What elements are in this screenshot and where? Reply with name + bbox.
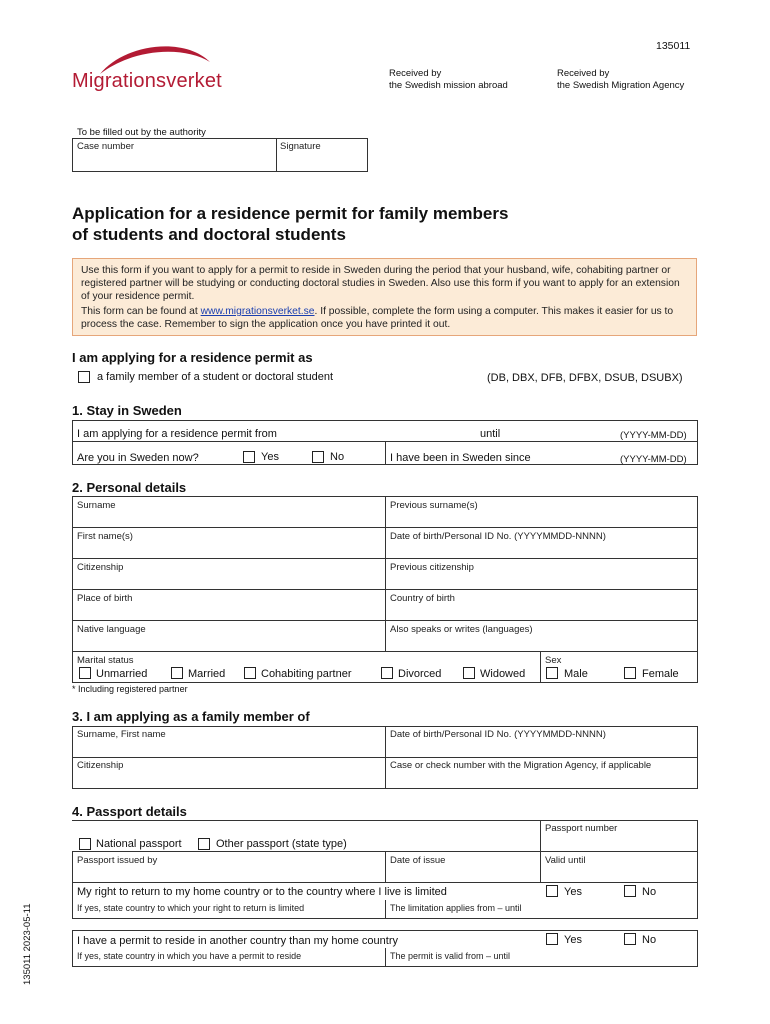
native-language-label: Native language xyxy=(77,624,146,635)
passport-number-field[interactable] xyxy=(544,834,694,848)
permit-codes: (DB, DBX, DFB, DFBX, DSUB, DSUBX) xyxy=(487,372,683,384)
return-country-label: If yes, state country to which your right to return is limited xyxy=(77,903,305,913)
unmarried-label: Unmarried xyxy=(96,668,148,680)
family-dob-field[interactable] xyxy=(389,740,694,754)
divorced-checkbox[interactable] xyxy=(381,667,393,679)
side-form-code: 135011 2023-05-11 xyxy=(22,903,33,985)
country-birth-label: Country of birth xyxy=(390,593,455,604)
info-box xyxy=(72,258,697,336)
family-case-label: Case or check number with the Migration Agency, if applicable xyxy=(390,760,652,771)
applying-heading: I am applying for a residence permit as xyxy=(72,350,313,365)
place-birth-field[interactable] xyxy=(76,604,381,618)
married-label: Married xyxy=(188,668,226,680)
surname-label: Surname xyxy=(77,500,116,511)
also-speaks-label: Also speaks or writes (languages) xyxy=(390,624,533,635)
other-passport-label: Other passport (state type) xyxy=(216,838,347,850)
national-passport-checkbox[interactable] xyxy=(79,838,91,850)
info-paragraph-2: This form can be found at www.migrationsverket.se. If possible, complete the form using a computer. This makes it easier for us to process the case. Remember to sign the application once you have printed it out. xyxy=(81,306,674,330)
case-number-label: Case number xyxy=(77,141,135,152)
permit-valid-label: The permit is valid from – until xyxy=(390,951,511,961)
received-agency-label-2: the Swedish Migration Agency xyxy=(557,80,685,91)
family-citizenship-label: Citizenship xyxy=(77,760,124,771)
first-names-field[interactable] xyxy=(76,542,381,556)
prev-citizenship-field[interactable] xyxy=(389,573,694,587)
in-sweden-label: Are you in Sweden now? xyxy=(77,452,199,464)
footnote: * Including registered partner xyxy=(72,684,188,694)
also-speaks-field[interactable] xyxy=(389,635,694,649)
cohabiting-label: Cohabiting partner xyxy=(261,668,352,680)
passport-number-label: Passport number xyxy=(545,823,618,834)
return-yes-checkbox[interactable] xyxy=(546,885,558,897)
received-mission-label-1: Received by xyxy=(389,68,442,79)
surname-field[interactable] xyxy=(76,511,381,525)
website-link[interactable]: www.migrationsverket.se xyxy=(200,306,315,317)
return-question: My right to return to my home country or to the country where I live is limited xyxy=(77,886,447,898)
place-birth-label: Place of birth xyxy=(77,593,133,604)
form-number: 135011 xyxy=(656,40,691,52)
native-language-field[interactable] xyxy=(76,635,381,649)
date-format-1: (YYYY-MM-DD) xyxy=(620,430,687,441)
in-sweden-no-checkbox[interactable] xyxy=(312,451,324,463)
family-dob-label: Date of birth/Personal ID No. (YYYYMMDD-NNNN) xyxy=(390,729,606,740)
applying-from-label: I am applying for a residence permit from xyxy=(77,428,277,440)
prev-surname-field[interactable] xyxy=(389,511,694,525)
in-sweden-yes-checkbox[interactable] xyxy=(243,451,255,463)
family-citizenship-field[interactable] xyxy=(76,771,381,785)
return-no-label: No xyxy=(642,886,657,898)
permit-yes-label: Yes xyxy=(564,934,582,946)
limitation-from-label: The limitation applies from – until xyxy=(390,903,522,913)
male-checkbox[interactable] xyxy=(546,667,558,679)
valid-until-label: Valid until xyxy=(545,855,586,866)
marital-status-label: Marital status xyxy=(77,655,134,666)
dob-label: Date of birth/Personal ID No. (YYYYMMDD-NNNN) xyxy=(390,531,606,542)
applying-option-checkbox[interactable] xyxy=(78,371,90,383)
stay-heading: 1. Stay in Sweden xyxy=(72,403,182,418)
widowed-label: Widowed xyxy=(480,668,526,680)
family-heading: 3. I am applying as a family member of xyxy=(72,709,310,724)
date-format-2: (YYYY-MM-DD) xyxy=(620,454,687,465)
issued-by-field[interactable] xyxy=(76,866,381,880)
personal-heading: 2. Personal details xyxy=(72,480,187,495)
prev-citizenship-label: Previous citizenship xyxy=(390,562,474,573)
valid-until-field[interactable] xyxy=(544,866,694,880)
permit-question: I have a permit to reside in another country than my home country xyxy=(77,935,398,947)
been-since-label: I have been in Sweden since xyxy=(390,452,531,464)
cohabiting-checkbox[interactable] xyxy=(244,667,256,679)
date-issue-field[interactable] xyxy=(389,866,537,880)
in-sweden-yes-label: Yes xyxy=(261,451,279,463)
divorced-label: Divorced xyxy=(398,668,442,680)
signature-label: Signature xyxy=(280,141,321,152)
sex-label: Sex xyxy=(545,655,562,666)
citizenship-field[interactable] xyxy=(76,573,381,587)
citizenship-label: Citizenship xyxy=(77,562,124,573)
return-no-checkbox[interactable] xyxy=(624,885,636,897)
dob-field[interactable] xyxy=(389,542,694,556)
female-checkbox[interactable] xyxy=(624,667,636,679)
authority-heading: To be filled out by the authority xyxy=(77,127,206,138)
received-mission-label-2: the Swedish mission abroad xyxy=(389,80,508,91)
passport-heading: 4. Passport details xyxy=(72,804,187,819)
national-passport-label: National passport xyxy=(96,838,182,850)
received-agency-label-1: Received by xyxy=(557,68,610,79)
permit-no-checkbox[interactable] xyxy=(624,933,636,945)
permit-yes-checkbox[interactable] xyxy=(546,933,558,945)
family-name-field[interactable] xyxy=(76,740,381,754)
date-issue-label: Date of issue xyxy=(390,855,446,866)
return-yes-label: Yes xyxy=(564,886,582,898)
page-title: Application for a residence permit for family members of students and doctoral students xyxy=(72,204,509,244)
until-field[interactable] xyxy=(508,426,618,440)
been-since-field[interactable] xyxy=(540,450,618,463)
until-label: until xyxy=(480,428,501,440)
other-passport-checkbox[interactable] xyxy=(198,838,210,850)
prev-surname-label: Previous surname(s) xyxy=(390,500,478,511)
widowed-checkbox[interactable] xyxy=(463,667,475,679)
female-label: Female xyxy=(642,668,679,680)
logo-text: Migrationsverket xyxy=(72,70,222,92)
in-sweden-no-label: No xyxy=(330,451,345,463)
first-names-label: First name(s) xyxy=(77,531,133,542)
unmarried-checkbox[interactable] xyxy=(79,667,91,679)
permit-no-label: No xyxy=(642,934,657,946)
permit-country-label: If yes, state country in which you have a permit to reside xyxy=(77,951,302,961)
family-name-label: Surname, First name xyxy=(77,729,166,740)
applying-option-label: a family member of a student or doctoral student xyxy=(97,371,334,383)
married-checkbox[interactable] xyxy=(171,667,183,679)
country-birth-field[interactable] xyxy=(389,604,694,618)
info-paragraph-1: Use this form if you want to apply for a permit to reside in Sweden during the period that your husband, wife, cohabiting partner or registered partner will be studying or conducting doctoral studies in Sweden. Also use this form if you want to apply for an extension of your residence permit. xyxy=(81,265,680,302)
issued-by-label: Passport issued by xyxy=(77,855,158,866)
family-case-field[interactable] xyxy=(389,771,694,785)
applying-from-field[interactable] xyxy=(300,426,480,440)
male-label: Male xyxy=(564,668,588,680)
